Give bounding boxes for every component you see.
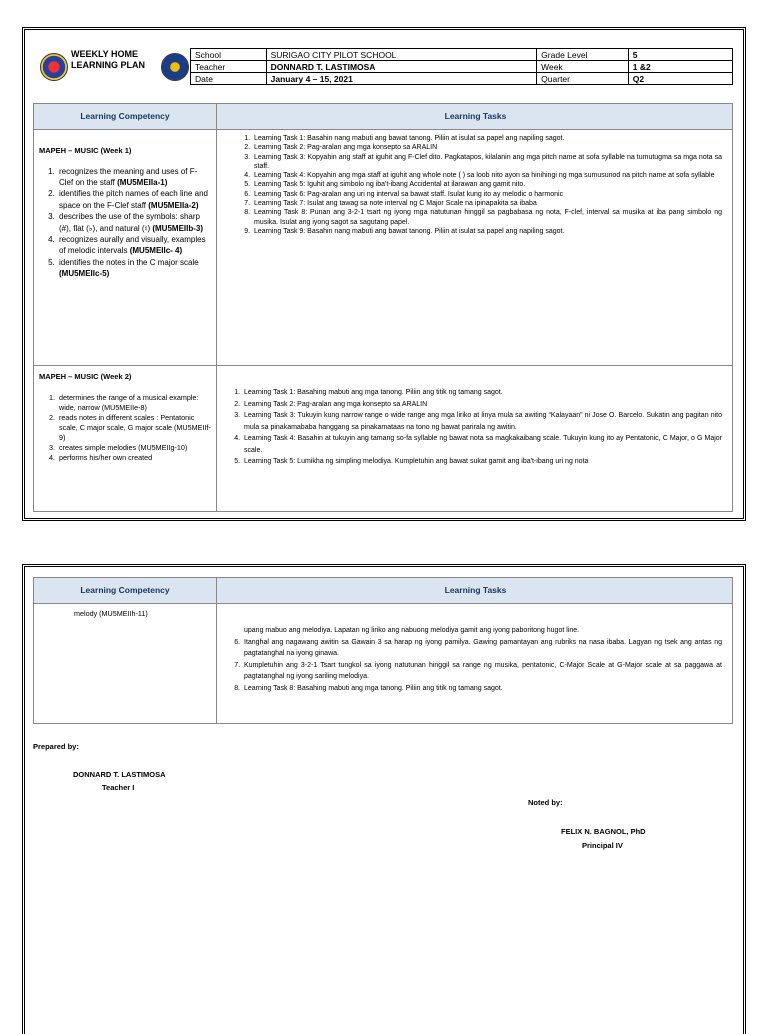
list-item: 7. Learning Task 7: Isulat ang tawag sa note interval ng C Major Scale na ipinapakita sa ibaba xyxy=(252,199,722,208)
list-item: 4. performs his/her own created xyxy=(57,453,211,463)
list-item: 4. recognizes aurally and visually, examples of melodic intervals (MU5MEIIc- 4) xyxy=(57,234,211,257)
list-item: 3. Learning Task 3: Tukuyin kung narrow range o wide range ang mga liriko at linya mula sa awiting “Kalayaan” ni Jose O. Barcelo. Sukatin ang pagitan nito mula sa pinakamababa hanggang sa pinakamataas na tono ng bawat parirala ng awitin. xyxy=(242,410,722,433)
list-item: 1. Learning Task 1: Basahing mabuti ang mga tanong. Piliin ang titik ng tamang sagot. xyxy=(242,387,722,399)
list-item: 2. identifies the pitch names of each line and space on the F-Clef staff (MU5MEIIa-2) xyxy=(57,188,211,211)
noted-by-name: FELIX N. BAGNOL, PhD xyxy=(561,827,646,836)
col-competency-header: Learning Competency xyxy=(80,111,170,121)
list-item: 3. Learning Task 3: Kopyahin ang staff at iguhit ang F-Clef dito. Pagkatapos, kilalanin ang mga pitch name at sofa syllable na tumutugma sa mga nota sa staff. xyxy=(252,153,722,172)
week2-tasks-cell xyxy=(222,387,722,468)
list-item: 1. Learning Task 1: Basahin nang mabuti ang bawat tanong. Piliin at isulat sa papel ang napiling sagot. xyxy=(252,134,722,143)
teacher-value: DONNARD T. LASTIMOSA xyxy=(266,61,537,73)
prepared-by-label: Prepared by: xyxy=(33,742,79,751)
page-1 xyxy=(22,27,746,521)
week2-subject: MAPEH – MUSIC (Week 2) xyxy=(39,372,132,381)
week1-competency-list xyxy=(39,166,211,280)
list-item: 4. Learning Task 4: Basahin at tukuyin ang tamang so-fa syllable ng bawat nota sa magkakaibang scale. Tukuyin kung ito ay Pentatonic, C Major, o G Major scale. xyxy=(242,433,722,456)
table-header xyxy=(34,578,732,604)
week2-tasks-continued-cell xyxy=(222,625,722,694)
list-item: 9. Learning Task 9: Basahin nang mabuti ang bawat tanong. Piliin at isulat sa papel ang napiling sagot. xyxy=(252,227,722,236)
list-item: 5. Learning Task 5: Lumikha ng simpling melodiya. Kumpletuhin ang bawat sukat gamit ang iba't-ibang uri ng nota xyxy=(242,456,722,468)
page-2 xyxy=(22,564,746,1034)
grade-level-value: 5 xyxy=(628,49,732,61)
division-seal-icon xyxy=(161,53,189,81)
school-value: SURIGAO CITY PILOT SCHOOL xyxy=(266,49,537,61)
list-item: 2. Learning Task 2: Pag-aralan ang mga konsepto sa ARALIN xyxy=(252,143,722,152)
list-item: 7. Kumpletuhin ang 3-2-1 Tsart tungkol sa iyong natutunan hinggil sa range ng musika, pentatonic, C-Major Scale at G-Major scale at sa paggawa at pagtatanghal ng iyong sariling melodiya. xyxy=(242,660,722,683)
noted-by-title: Principal IV xyxy=(582,841,623,850)
week2-task-list-continued xyxy=(222,637,722,695)
list-item: 2. Learning Task 2: Pag-aralan ang mga konsepto sa ARALIN xyxy=(242,399,722,411)
week1-subject: MAPEH – MUSIC (Week 1) xyxy=(39,146,132,155)
week2-competency-list xyxy=(39,393,211,463)
quarter-label: Quarter xyxy=(537,73,629,85)
week1-competency-cell xyxy=(39,146,211,280)
week2-task-list xyxy=(222,387,722,468)
list-item: 5. Learning Task 5: Iguhit ang simbolo ng iba't-ibang Accidental at ilarawan ang gamit nito. xyxy=(252,180,722,189)
prepared-by-name: DONNARD T. LASTIMOSA xyxy=(73,770,166,779)
list-item: 5. identifies the notes in the C major scale (MU5MEIIc-5) xyxy=(57,257,211,280)
date-label: Date xyxy=(191,73,267,85)
plan-title: WEEKLY HOME LEARNING PLAN xyxy=(71,49,145,70)
week1-task-list xyxy=(232,134,722,236)
noted-by-label: Noted by: xyxy=(528,798,563,807)
col-tasks-header: Learning Tasks xyxy=(444,111,507,121)
quarter-value: Q2 xyxy=(628,73,732,85)
list-item: 6. Itanghal ang nagawang awitin sa Gawain 3 sa harap ng iyong pamilya. Gawing pamantayan ang rubriks na nasa ibaba. Lagyan ng tsek ang antas ng pagtatanghal na iyong ginawa. xyxy=(242,637,722,660)
col-tasks-header: Learning Tasks xyxy=(444,585,507,595)
task5-continued: upang mabuo ang melodiya. Lapatan ng liriko ang nabuong melodiya gamit ang iyong paboritong hugot line. xyxy=(244,627,580,634)
list-item: 8. Learning Task 8: Basahing mabuti ang mga tanong. Piliin ang titik ng tamang sagot. xyxy=(242,683,722,695)
prepared-by-title: Teacher I xyxy=(102,783,135,792)
week-value: 1 &2 xyxy=(628,61,732,73)
list-item: 1. determines the range of a musical example: wide, narrow (MU5MEIIe-8) xyxy=(57,393,211,413)
col-competency-header: Learning Competency xyxy=(80,585,170,595)
school-label: School xyxy=(191,49,267,61)
week-label: Week xyxy=(537,61,629,73)
list-item: 2. reads notes in different scales : Pentatonic scale, C major scale, G major scale (MU5MEIIf-9) xyxy=(57,413,211,443)
info-table xyxy=(190,48,733,85)
grade-level-label: Grade Level xyxy=(537,49,629,61)
date-value: January 4 – 15, 2021 xyxy=(266,73,537,85)
week1-tasks-cell xyxy=(232,134,722,236)
plan-header xyxy=(33,47,733,91)
learning-table-continued xyxy=(33,577,733,724)
list-item: 6. Learning Task 6: Pag-aralan ang uri ng interval sa bawat staff. Isulat kung ito ay melodic o harmonic xyxy=(252,190,722,199)
list-item: 3. describes the use of the symbols: sharp (#), flat (♭), and natural (♮) (MU5MEIIb-3) xyxy=(57,211,211,234)
list-item: 1. recognizes the meaning and uses of F-Clef on the staff (MU5MEIIa-1) xyxy=(57,166,211,189)
list-item: 4. Learning Task 4: Kopyahin ang mga staff at iguhit ang whole note ( ) sa loob nito ayon sa hinihingi ng mga sumusunod na pitch name at sofa syllable xyxy=(252,171,722,180)
week2-competency-cell xyxy=(39,372,211,463)
deped-seal-icon xyxy=(40,53,68,81)
list-item: 8. Learning Task 8: Punan ang 3-2-1 tsart ng iyong mga natutunan hinggil sa pagbabasa ng nota, F-clef, interval sa musika at iba pang simbolo ng musika. Isulat ang iyong sagot sa sagutang papel. xyxy=(252,208,722,227)
learning-table xyxy=(33,103,733,512)
list-item: 3. creates simple melodies (MU5MEIIg-10) xyxy=(57,443,211,453)
teacher-label: Teacher xyxy=(191,61,267,73)
week2-competency-continued: melody (MU5MEIIh-11) xyxy=(74,609,148,618)
table-header xyxy=(34,104,732,130)
